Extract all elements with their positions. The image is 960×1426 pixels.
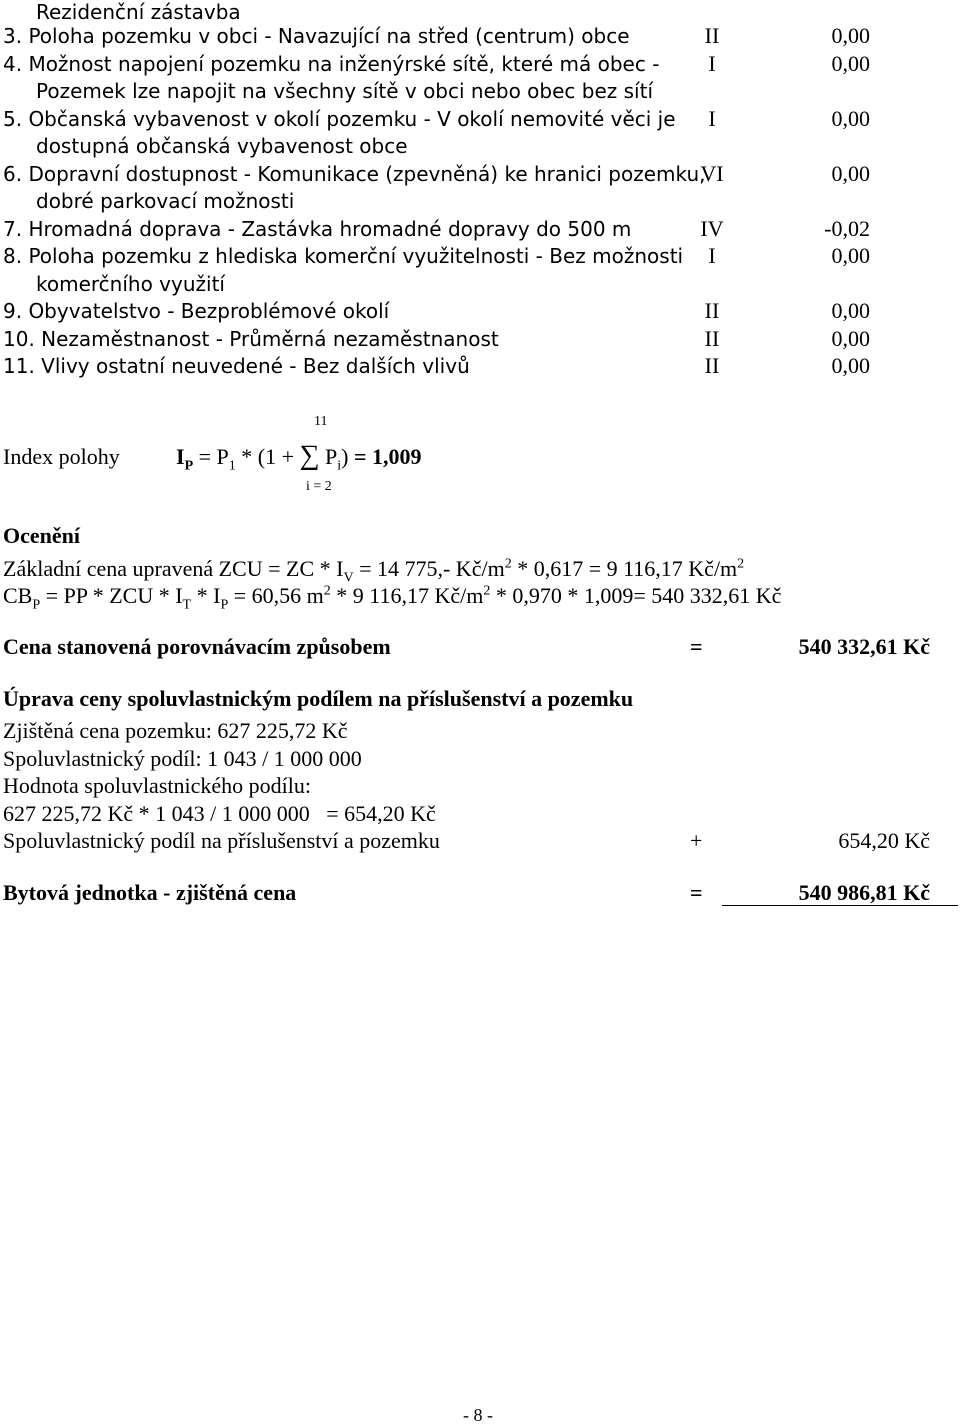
bytova-sign: = — [690, 880, 703, 905]
factor-value: 0,00 — [831, 23, 870, 48]
bytova-value: 540 986,81 Kč — [798, 880, 930, 905]
factor-text-continuation: komerčního využití — [36, 271, 225, 296]
cbp-sub-1: P — [32, 597, 41, 613]
uprava-heading: Úprava ceny spoluvlastnickým podílem na příslušenství a pozemku — [3, 686, 634, 711]
index-formula — [176, 440, 422, 474]
factor-text: 9. Obyvatelstvo - Bezproblémové okolí — [3, 299, 390, 323]
sum-lower-bound: i = 2 — [306, 479, 332, 494]
index-label: Index polohy — [3, 444, 120, 469]
index-result: = 1,009 — [353, 444, 422, 469]
podil-label: Spoluvlastnický podíl na příslušenství a pozemku — [3, 828, 440, 853]
factor-value: 0,00 — [831, 353, 870, 378]
index-symbol-sub: P — [184, 458, 194, 474]
factor-text: 4. Možnost napojení pozemku na inženýrské sítě, které má obec - — [3, 51, 660, 76]
sum-symbol: ∑ — [299, 440, 320, 471]
total-underline — [722, 905, 958, 906]
cena-porovnavaci-sign: = — [690, 634, 703, 659]
uprava-line-3: Hodnota spoluvlastnického podílu: — [3, 773, 311, 798]
page-number: - 8 - — [463, 1405, 493, 1425]
cbp-sup-2: 2 — [483, 583, 491, 599]
formula-pi: P — [324, 444, 338, 469]
cbp-sup-1: 2 — [323, 583, 331, 599]
cbp-text-d: = 60,56 m — [233, 583, 324, 608]
cbp-text-f: * 0,970 * 1,009= 540 332,61 Kč — [495, 583, 782, 608]
cbp-sub-3: P — [220, 597, 229, 613]
factor-text: 3. Poloha pozemku v obci - Navazující na střed (centrum) obce — [3, 24, 630, 48]
formula-pi-sub: i — [337, 458, 342, 474]
factor-text-continuation: dobré parkovací možnosti — [36, 189, 295, 213]
sum-upper-bound: 11 — [314, 414, 328, 429]
cbp-text-a: CB — [3, 583, 33, 608]
zcu-line — [3, 556, 745, 586]
uprava-line-4: 627 225,72 Kč * 1 043 / 1 000 000 = 654,20 Kč — [3, 801, 436, 826]
factor-text: 10. Nezaměstnanost - Průměrná nezaměstnanost — [3, 326, 499, 351]
factor-text: 8. Poloha pozemku z hlediska komerční využitelnosti - Bez možnosti — [3, 244, 684, 268]
uprava-line-1: Zjištěná cena pozemku: 627 225,72 Kč — [3, 718, 348, 743]
factor-value: 0,00 — [831, 50, 870, 76]
factor-text: 6. Dopravní dostupnost - Komunikace (zpevněná) ke hranici pozemku, — [3, 161, 706, 186]
formula-eq: = P — [198, 444, 229, 469]
zcu-sub: V — [343, 570, 354, 586]
factor-text: 11. Vlivy ostatní neuvedené - Bez dalších vlivů — [3, 354, 470, 378]
factor-value: 0,00 — [831, 298, 870, 323]
cbp-text-e: * 9 116,17 Kč/m — [336, 583, 484, 608]
zcu-sup-2: 2 — [737, 556, 745, 572]
zcu-sup-1: 2 — [504, 556, 512, 572]
factor-text: 5. Občanská vybavenost v okolí pozemku - V okolí nemovité věci je — [3, 106, 676, 131]
factor-value: 0,00 — [831, 105, 870, 131]
cena-porovnavaci-value: 540 332,61 Kč — [798, 634, 930, 659]
cbp-sub-2: T — [182, 597, 192, 613]
podil-sign: + — [690, 828, 703, 853]
factor-continuation: Rezidenční zástavba — [36, 0, 241, 24]
formula-p1-sub: 1 — [228, 458, 236, 474]
factor-text: 7. Hromadná doprava - Zastávka hromadné dopravy do 500 m — [3, 216, 632, 241]
formula-close: ) — [341, 444, 349, 469]
factor-value: 0,00 — [831, 160, 870, 186]
uprava-line-2: Spoluvlastnický podíl: 1 043 / 1 000 000 — [3, 746, 362, 771]
zcu-text-b: = 14 775,- Kč/m — [359, 556, 505, 581]
oceneni-heading: Ocenění — [3, 523, 80, 548]
factor-text-continuation: Pozemek lze napojit na všechny sítě v obci nebo obec bez sítí — [36, 79, 654, 103]
index-symbol: I — [176, 444, 185, 469]
cena-porovnavaci-label: Cena stanovená porovnávacím způsobem — [3, 634, 391, 659]
factor-value: 0,00 — [831, 243, 870, 268]
factor-value: 0,00 — [831, 325, 870, 351]
zcu-text-a: Základní cena upravená ZCU = ZC * I — [3, 556, 344, 581]
cbp-line — [3, 583, 782, 613]
cbp-text-c: * I — [196, 583, 221, 608]
factor-text-continuation: dostupná občanská vybavenost obce — [36, 134, 408, 158]
bytova-label: Bytová jednotka - zjištěná cena — [3, 880, 297, 905]
factor-value: -0,02 — [824, 215, 870, 241]
cbp-text-b: = PP * ZCU * I — [45, 583, 183, 608]
zcu-text-c: * 0,617 = 9 116,17 Kč/m — [517, 556, 738, 581]
formula-mid: * (1 + — [241, 444, 295, 469]
podil-value: 654,20 Kč — [838, 828, 930, 853]
